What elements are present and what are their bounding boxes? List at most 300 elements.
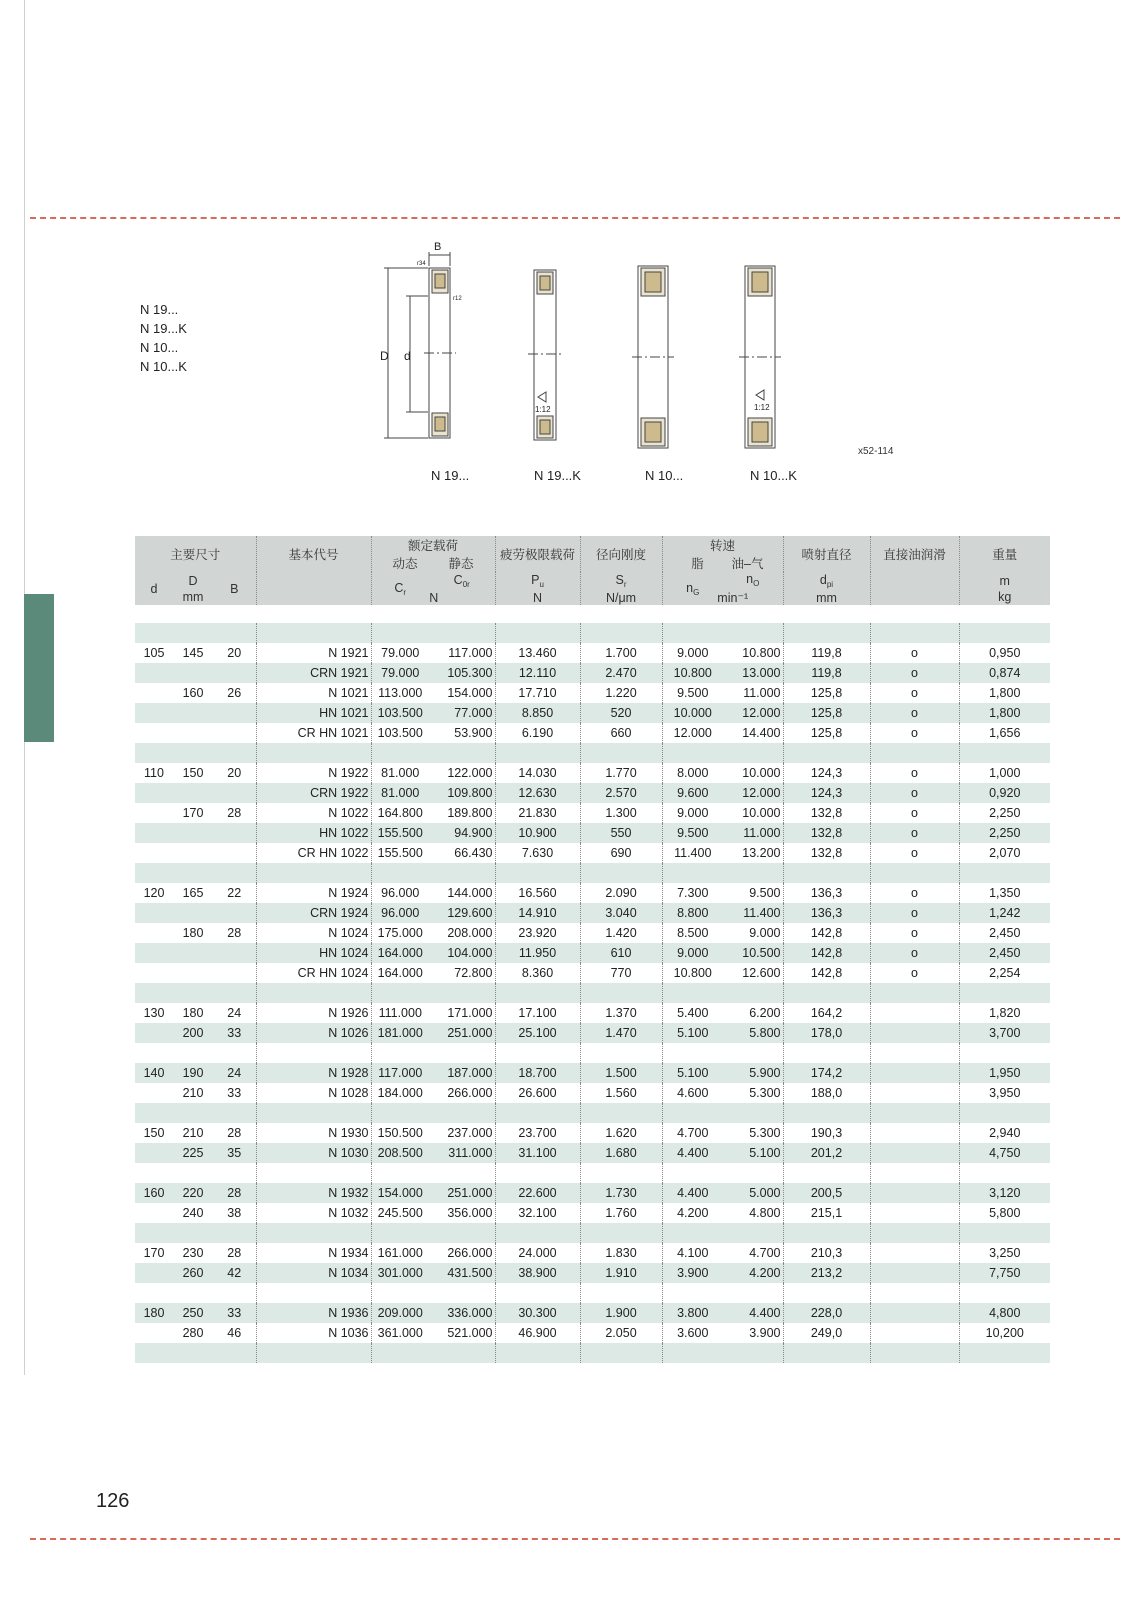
cell-width-b [213, 1343, 256, 1363]
header-sym-cr-sub: r [403, 587, 407, 597]
cell-designation: N 1024 [256, 923, 371, 943]
table-row [135, 1103, 1050, 1123]
cell-pu [495, 623, 580, 643]
cell-dpi [783, 1283, 870, 1303]
cell-designation: CRN 1924 [256, 903, 371, 923]
cell-sr: 660 [580, 723, 662, 743]
cell-cr: 209.000 [371, 1303, 429, 1323]
cell-no [723, 983, 783, 1003]
cell-width-b: 24 [213, 1063, 256, 1083]
cell-direct-lube: o [870, 723, 959, 743]
cell-cr: 208.500 [371, 1143, 429, 1163]
table-row [135, 1143, 1050, 1163]
cell-ng [662, 1103, 723, 1123]
cell-sr: 2.470 [580, 663, 662, 683]
cell-sr [580, 1223, 662, 1243]
cell-cr [371, 743, 429, 763]
cell-no: 10.000 [723, 803, 783, 823]
cell-cr [371, 863, 429, 883]
header-sym-pu [495, 572, 580, 605]
cell-bore-d [135, 1323, 173, 1343]
cell-no: 9.000 [723, 923, 783, 943]
table-row [135, 1283, 1050, 1303]
cell-ng: 10.000 [662, 703, 723, 723]
cell-c0r: 144.000 [429, 883, 495, 903]
cell-outer-d [173, 1043, 213, 1063]
cell-cr: 81.000 [371, 783, 429, 803]
cell-c0r: 189.800 [429, 803, 495, 823]
cell-sr [580, 743, 662, 763]
cell-c0r: 72.800 [429, 963, 495, 983]
cell-weight [959, 1043, 1050, 1063]
cell-sr [580, 983, 662, 1003]
cell-bore-d: 170 [143, 1246, 165, 1260]
cell-no: 10.800 [723, 643, 783, 663]
cell-weight [959, 743, 1050, 763]
cell-no: 4.200 [723, 1263, 783, 1283]
bearing-drawing-n10k [739, 266, 781, 448]
cell-designation: N 1934 [256, 1243, 371, 1263]
cell-designation: N 1924 [256, 883, 371, 903]
cell-ng: 4.700 [677, 1126, 709, 1140]
table-row [135, 943, 1050, 963]
cell-direct-lube [870, 983, 959, 1003]
cell-pu [495, 983, 580, 1003]
header-sym-sr-main: S [615, 572, 624, 587]
cell-c0r: 521.000 [429, 1323, 495, 1343]
cell-ng [662, 1043, 723, 1063]
cell-pu: 11.950 [495, 943, 580, 963]
cell-bore-d [135, 1023, 173, 1043]
cell-dpi: 178,0 [783, 1023, 870, 1043]
cell-sr: 550 [580, 823, 662, 843]
table-row [135, 983, 1050, 1003]
cell-no: 13.200 [723, 843, 783, 863]
header-sym-pu-sub: u [539, 579, 544, 589]
cell-direct-lube [870, 1143, 959, 1163]
cell-width-b: 24 [213, 1003, 256, 1023]
cell-pu: 8.360 [495, 963, 580, 983]
cell-sr [580, 1103, 662, 1123]
cell-dpi: 124,3 [783, 783, 870, 803]
cell-cr: 81.000 [381, 766, 420, 780]
cell-direct-lube [870, 1303, 959, 1323]
cell-width-b [213, 783, 256, 803]
cell-designation: N 1026 [256, 1023, 371, 1043]
cell-width-b: 22 [213, 883, 256, 903]
cell-bore-d: 150 [143, 1126, 165, 1140]
cell-cr [371, 1103, 429, 1123]
cell-weight: 2,940 [989, 1126, 1021, 1140]
bearing-section-drawings [380, 240, 820, 465]
cell-bore-d [135, 963, 173, 983]
cell-bore-d [135, 923, 173, 943]
bearing-data-table [135, 536, 1050, 1363]
cell-direct-lube: o [870, 803, 959, 823]
cell-no: 11.000 [723, 823, 783, 843]
cell-c0r [429, 623, 495, 643]
cell-cr [371, 623, 429, 643]
cell-pu: 21.830 [495, 803, 580, 823]
cell-direct-lube: o [870, 683, 959, 703]
cell-direct-lube: o [870, 783, 959, 803]
header-designation: 基本代号 [256, 536, 371, 572]
cell-weight: 5,800 [989, 1206, 1021, 1220]
cell-ng: 4.600 [677, 1086, 709, 1100]
cell-no: 4.700 [723, 1243, 783, 1263]
header-sym-dpi [783, 572, 870, 605]
cell-weight: 1,242 [959, 903, 1050, 923]
cell-c0r: 356.000 [429, 1203, 495, 1223]
cell-width-b: 28 [213, 1243, 256, 1263]
cell-direct-lube: o [870, 963, 959, 983]
cell-weight: 7,750 [959, 1263, 1050, 1283]
cell-dpi [783, 743, 870, 763]
table-row [135, 883, 1050, 903]
cell-no: 11.400 [723, 903, 783, 923]
cell-outer-d: 220 [173, 1183, 213, 1203]
cell-bore-d: 180 [135, 1303, 173, 1323]
cell-sr: 1.680 [580, 1143, 662, 1163]
cell-no: 4.800 [723, 1203, 783, 1223]
cell-dpi: 213,2 [783, 1263, 870, 1283]
cell-sr: 610 [580, 943, 662, 963]
cell-bore-d [135, 1163, 173, 1183]
cell-sr [580, 1283, 662, 1303]
cell-dpi: 132,8 [783, 803, 870, 823]
cell-outer-d: 250 [173, 1303, 213, 1323]
cell-cr: 184.000 [377, 1086, 423, 1100]
cell-ng: 9.500 [677, 686, 709, 700]
cell-weight: 3,950 [989, 1086, 1021, 1100]
header-sym-c0r-main: C [453, 572, 463, 587]
table-row [135, 683, 1050, 703]
cell-designation [256, 743, 371, 763]
cell-no [723, 743, 783, 763]
cell-width-b [213, 823, 256, 843]
cell-no: 5.900 [723, 1063, 783, 1083]
cell-weight: 2,070 [989, 846, 1021, 860]
cell-sr: 1.900 [580, 1303, 662, 1323]
header-sym-dpi-sub: pi [826, 579, 834, 589]
cell-outer-d [173, 783, 213, 803]
cell-no: 4.400 [723, 1303, 783, 1323]
header-sym-pu-main: P [531, 572, 540, 587]
table-body [135, 623, 1050, 1363]
cell-bore-d [135, 803, 173, 823]
cell-designation [256, 1343, 371, 1363]
cell-ng: 8.000 [677, 766, 709, 780]
cell-ng [662, 983, 723, 1003]
table-row [135, 923, 1050, 943]
cell-ng: 5.100 [662, 1063, 723, 1083]
cell-no: 10.500 [723, 943, 783, 963]
cell-bore-d [135, 1283, 173, 1303]
cell-ng: 4.100 [677, 1246, 709, 1260]
table-row [135, 843, 1050, 863]
cell-bore-d: 105 [143, 646, 165, 660]
cell-width-b: 20 [213, 643, 256, 663]
cell-outer-d: 150 [182, 766, 204, 780]
bearing-drawing-n10 [632, 266, 674, 448]
table-row [135, 1203, 1050, 1223]
cell-ng: 10.800 [673, 966, 712, 980]
cell-c0r [429, 1283, 495, 1303]
cell-sr: 1.700 [580, 643, 662, 663]
cell-pu: 16.560 [495, 883, 580, 903]
header-oil-air: 油–气 [731, 557, 764, 571]
table-row [135, 903, 1050, 923]
cell-direct-lube: o [870, 943, 959, 963]
cell-outer-d [173, 623, 213, 643]
cell-width-b: 33 [213, 1083, 256, 1103]
cell-designation: N 1030 [256, 1143, 371, 1163]
cell-designation [256, 1103, 371, 1123]
cell-outer-d: 210 [182, 1086, 204, 1100]
cell-c0r: 104.000 [429, 943, 495, 963]
header-sym-m-text: m [999, 573, 1010, 588]
cell-dpi [783, 1043, 870, 1063]
header-sym-ng-sub: G [693, 587, 700, 597]
cell-bore-d: 110 [144, 766, 164, 780]
header-sym-m [959, 572, 1050, 605]
cell-designation: CRN 1921 [256, 663, 371, 683]
header-speed-label: 转速 [709, 539, 735, 553]
cell-c0r: 154.000 [429, 683, 495, 703]
cell-designation: N 1032 [256, 1203, 371, 1223]
cell-dpi: 125,8 [783, 703, 870, 723]
cell-outer-d [173, 843, 213, 863]
cell-bore-d: 120 [143, 886, 165, 900]
cell-ng: 8.500 [677, 926, 709, 940]
cell-width-b [213, 903, 256, 923]
cell-bore-d [135, 723, 173, 743]
cell-direct-lube [870, 1123, 959, 1143]
cell-outer-d [173, 703, 213, 723]
cell-weight: 4,800 [959, 1303, 1050, 1323]
cell-bore-d [135, 1083, 173, 1103]
cell-pu: 30.300 [495, 1303, 580, 1323]
cell-direct-lube: o [870, 643, 959, 663]
cell-bore-d [135, 1203, 173, 1223]
table-row [135, 723, 1050, 743]
cell-c0r [429, 1223, 495, 1243]
cell-cr: 155.500 [377, 846, 423, 860]
cell-pu: 22.600 [495, 1183, 580, 1203]
cell-cr: 150.500 [377, 1126, 423, 1140]
cell-dpi [783, 1343, 870, 1363]
drawing-caption: N 10...K [750, 468, 797, 483]
cell-cr: 79.000 [371, 663, 429, 683]
cell-cr: 96.000 [371, 903, 429, 923]
cell-pu [495, 1343, 580, 1363]
cell-designation: CRN 1922 [256, 783, 371, 803]
table-row [135, 1083, 1050, 1103]
cell-width-b [213, 983, 256, 1003]
table-row [135, 803, 1050, 823]
dim-r12-label: r12 [453, 296, 462, 302]
cell-no: 5.100 [723, 1143, 783, 1163]
cell-width-b [213, 623, 256, 643]
cell-designation: CR HN 1021 [256, 723, 371, 743]
cell-sr: 2.090 [580, 883, 662, 903]
cell-ng: 9.500 [662, 823, 723, 843]
cell-c0r [429, 983, 495, 1003]
header-unit-n2: N [532, 590, 543, 605]
cell-weight: 1,820 [989, 1006, 1021, 1020]
cell-pu [495, 1103, 580, 1123]
cell-cr: 164.000 [377, 966, 423, 980]
cell-direct-lube: o [870, 843, 959, 863]
cell-outer-d: 200 [173, 1023, 213, 1043]
cell-outer-d: 170 [182, 806, 204, 820]
cell-weight: 1,000 [989, 766, 1021, 780]
cell-cr [371, 1163, 429, 1183]
table-row [135, 963, 1050, 983]
cell-width-b: 42 [213, 1263, 256, 1283]
cell-outer-d: 240 [182, 1206, 204, 1220]
cell-c0r: 105.300 [429, 663, 495, 683]
cell-designation [256, 1163, 371, 1183]
cell-pu: 32.100 [495, 1203, 580, 1223]
cell-no: 12.000 [723, 703, 783, 723]
cell-designation: N 1936 [256, 1303, 371, 1323]
cell-no: 5.800 [723, 1023, 783, 1043]
cell-direct-lube [870, 1063, 959, 1083]
cell-cr: 175.000 [377, 926, 423, 940]
cell-c0r: 237.000 [429, 1123, 495, 1143]
cell-direct-lube: o [870, 763, 959, 783]
table-row [135, 1163, 1050, 1183]
cell-dpi: 210,3 [783, 1243, 870, 1263]
cell-outer-d: 180 [182, 1006, 204, 1020]
header-sym-c0r [429, 572, 495, 605]
cell-ng: 8.800 [662, 903, 723, 923]
header-unit-min: min⁻¹ [717, 591, 749, 605]
table-row [135, 743, 1050, 763]
cell-outer-d: 260 [173, 1263, 213, 1283]
cell-sr: 690 [580, 843, 662, 863]
cell-outer-d: 165 [182, 886, 204, 900]
cell-designation: N 1930 [256, 1123, 371, 1143]
cell-designation: N 1036 [256, 1323, 371, 1343]
cell-sr: 1.830 [580, 1243, 662, 1263]
bearing-drawing-n19 [384, 252, 456, 438]
cell-ng [662, 1223, 723, 1243]
cell-weight: 2,450 [959, 943, 1050, 963]
header-nozzle-dia: 喷射直径 [783, 536, 870, 572]
cell-ng: 10.800 [662, 663, 723, 683]
cell-designation: N 1021 [256, 683, 371, 703]
cell-no: 11.000 [723, 683, 783, 703]
cell-dpi: 228,0 [783, 1303, 870, 1323]
header-sym-d: d [135, 572, 173, 605]
cell-pu: 14.910 [495, 903, 580, 923]
cell-pu: 7.630 [495, 843, 580, 863]
cell-c0r: 94.900 [429, 823, 495, 843]
cell-sr [580, 1163, 662, 1183]
cell-direct-lube [870, 1163, 959, 1183]
cell-c0r: 251.000 [429, 1023, 495, 1043]
cell-width-b [213, 963, 256, 983]
cell-designation: N 1028 [256, 1083, 371, 1103]
cell-pu: 17.710 [495, 683, 580, 703]
cell-cr: 301.000 [371, 1263, 429, 1283]
cell-cr: 154.000 [371, 1183, 429, 1203]
cell-bore-d [135, 863, 173, 883]
cell-width-b: 28 [213, 1183, 256, 1203]
table-row [135, 1023, 1050, 1043]
cell-weight [959, 1283, 1050, 1303]
cell-sr: 1.730 [580, 1183, 662, 1203]
table-row [135, 763, 1050, 783]
cell-dpi: 124,3 [783, 763, 870, 783]
table-row [135, 823, 1050, 843]
figure-reference: x52-114 [858, 446, 894, 457]
cell-outer-d [173, 823, 213, 843]
cell-pu [495, 1163, 580, 1183]
cell-designation: N 1932 [256, 1183, 371, 1203]
cell-sr: 1.760 [580, 1203, 662, 1223]
cell-sr [580, 863, 662, 883]
cell-cr [371, 983, 429, 1003]
cell-c0r: 109.800 [429, 783, 495, 803]
cell-width-b [213, 723, 256, 743]
cell-sr: 2.570 [580, 783, 662, 803]
cell-designation [256, 1283, 371, 1303]
cell-outer-d: 225 [173, 1143, 213, 1163]
header-sym-no-main: n [746, 572, 754, 586]
cell-no: 9.500 [723, 883, 783, 903]
cell-c0r: 266.000 [429, 1243, 495, 1263]
cell-pu [495, 1223, 580, 1243]
cell-sr: 1.420 [580, 923, 662, 943]
cell-pu: 12.110 [495, 663, 580, 683]
cell-width-b: 28 [213, 923, 256, 943]
cell-dpi: 249,0 [783, 1323, 870, 1343]
cell-direct-lube [870, 1243, 959, 1263]
cell-pu: 31.100 [495, 1143, 580, 1163]
cell-sr: 1.620 [580, 1123, 662, 1143]
cell-bore-d [135, 743, 173, 763]
cell-bore-d [135, 1343, 173, 1363]
bearing-drawing-n19k [528, 270, 562, 440]
cell-direct-lube [870, 1183, 959, 1203]
cell-designation [256, 983, 371, 1003]
cell-direct-lube: o [870, 703, 959, 723]
cell-dpi: 215,1 [783, 1203, 870, 1223]
cell-weight: 3,120 [959, 1183, 1050, 1203]
cell-bore-d [135, 1103, 173, 1123]
cell-c0r: 171.000 [429, 1003, 495, 1023]
cell-width-b [213, 1163, 256, 1183]
cell-sr: 1.220 [580, 683, 662, 703]
cell-outer-d: 180 [182, 926, 204, 940]
header-unit-kg: kg [998, 589, 1012, 604]
cell-dpi: 142,8 [783, 923, 870, 943]
cell-cr: 96.000 [381, 886, 420, 900]
cell-pu [495, 863, 580, 883]
header-sym-sr-sub: r [623, 579, 627, 589]
section-side-tab [24, 594, 54, 742]
cell-direct-lube [870, 1223, 959, 1243]
header-unit-mm: mm [182, 589, 204, 604]
cell-dpi: 142,8 [783, 963, 870, 983]
header-sym-ng-main: n [686, 580, 694, 595]
cell-bore-d: 160 [135, 1183, 173, 1203]
cell-c0r [429, 743, 495, 763]
cell-no: 5.300 [723, 1123, 783, 1143]
